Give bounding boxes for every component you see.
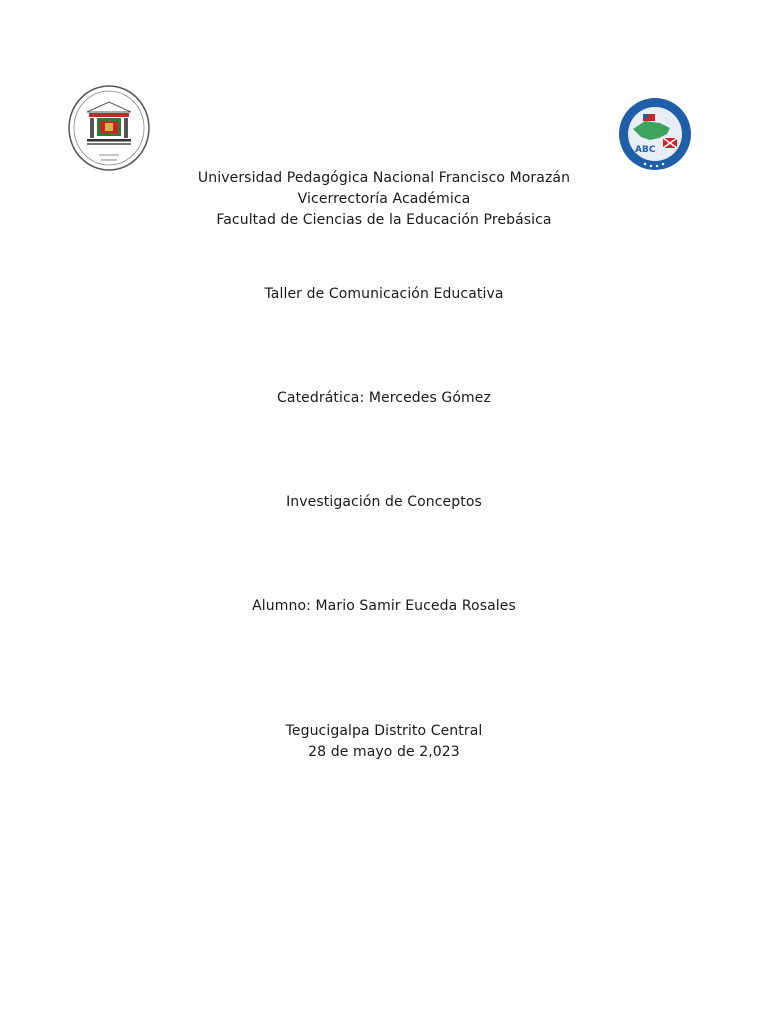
university-seal-icon bbox=[67, 84, 151, 172]
place: Tegucigalpa Distrito Central bbox=[285, 723, 483, 739]
university-name: Universidad Pedagógica Nacional Francisco Morazán bbox=[197, 170, 571, 186]
faculty-name: Facultad de Ciencias de la Educación Prebásica bbox=[216, 212, 552, 228]
assignment-title: Investigación de Conceptos bbox=[286, 494, 482, 510]
vice-rectorate: Vicerrectoría Académica bbox=[297, 191, 471, 207]
institution-header bbox=[0, 168, 768, 231]
footer-location-date bbox=[0, 721, 768, 763]
date: 28 de mayo de 2,023 bbox=[308, 744, 460, 760]
svg-text:ABC: ABC bbox=[635, 145, 656, 155]
course-title: Taller de Comunicación Educativa bbox=[264, 286, 504, 302]
student-name: Alumno: Mario Samir Euceda Rosales bbox=[252, 598, 516, 614]
teacher-name: Catedrática: Mercedes Gómez bbox=[277, 390, 491, 406]
english-program-badge-icon bbox=[615, 96, 695, 172]
